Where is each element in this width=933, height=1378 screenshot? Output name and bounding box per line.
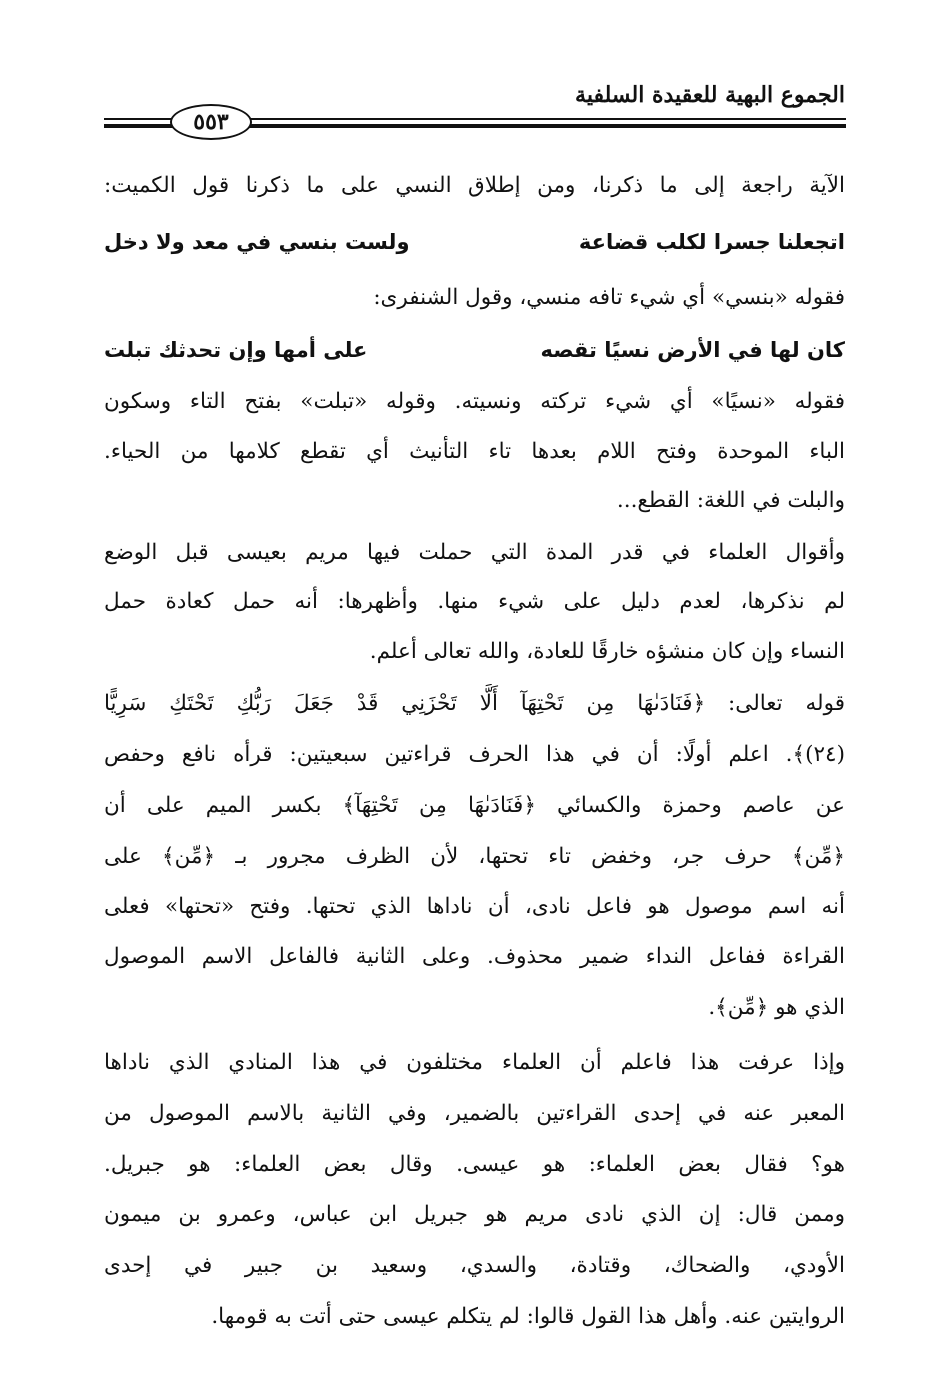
text-line: قوله تعالى: ﴿فَنَادَىٰهَا مِن تَحْتِهَآ أَلَّا تَحْزَنِي قَدْ جَعَلَ رَبُّكِ تَحْتَكِ سَرِيًّا — [104, 691, 845, 716]
text-line: وأقوال العلماء في قدر المدة التي حملت فيها مريم بعيسى قبل الوضع — [104, 540, 845, 565]
text-line: المعبر عنه في إحدى القراءتين بالضمير، وفي الثانية بالاسم الموصول من — [104, 1101, 845, 1126]
text-line: الآية راجعة إلى ما ذكرنا، ومن إطلاق النسي على ما ذكرنا قول الكميت: — [104, 173, 845, 198]
text-line: وممن قال: إن الذي نادى مريم هو جبريل ابن عباس، وعمرو بن ميمون — [104, 1202, 845, 1227]
text-line: والبلت في اللغة: القطع... — [616, 488, 845, 513]
poem-hemistich-first: اتجعلنا جسرا لكلب قضاعة — [578, 230, 845, 254]
text-line: (٢٤)﴾. اعلم أولًا: أن في هذا الحرف قراءتين سبعيتين: قرأه نافع وحفص — [104, 742, 845, 767]
text-line: أنه اسم موصول هو فاعل نادى، أن ناداها الذي تحتها. وفتح «تحتها» فعلى — [104, 894, 845, 919]
text-line: الباء الموحدة وفتح اللام بعدها تاء التأنيث أي تقطع كلامها من الحياء. — [104, 439, 845, 464]
text-line: الذي هو ﴿مِّن﴾. — [708, 995, 845, 1020]
text-line: القراءة ففاعل النداء ضمير محذوف. وعلى الثانية فالفاعل الاسم الموصول — [104, 944, 845, 969]
running-title: الجموع البهية للعقيدة السلفية — [575, 82, 845, 108]
text-line: النساء وإن كان منشؤه خارقًا للعادة، والله تعالى أعلم. — [369, 639, 845, 664]
text-line: عن عاصم وحمزة والكسائي ﴿فَنَادَىٰهَا مِن تَحْتِهَآ﴾ بكسر الميم على أن — [104, 793, 845, 818]
text-line: لم نذكرها، لعدم دليل على شيء منها. وأظهرها: أنه حمل كعادة حمل — [104, 589, 845, 614]
text-line: الأودي، والضحاك، وقتادة، والسدي، وسعيد بن جبير في إحدى — [104, 1253, 845, 1278]
text-line: الروايتين عنه. وأهل هذا القول قالوا: لم يتكلم عيسى حتى أتت به قومها. — [211, 1304, 845, 1329]
text-line: هو؟ فقال بعض العلماء: هو عيسى. وقال بعض العلماء: هو جبريل. — [104, 1152, 845, 1177]
poem-verse — [104, 330, 845, 370]
poem-hemistich-second: ولست بنسي في معد ولا دخل — [104, 230, 410, 254]
text-line: فقوله «بنسي» أي شيء تافه منسي، وقول الشنفرى: — [373, 285, 845, 310]
text-line: ﴿مِّن﴾ حرف جر، وخفض تاء تحتها، لأن الظرف مجرور بـ ﴿مِّن﴾ على — [104, 844, 845, 869]
page-number: ٥٥٣ — [170, 104, 252, 140]
text-line: فقوله «نسيًا» أي شيء تركته ونسيته. وقوله «تبلت» بفتح التاء وسكون — [104, 389, 845, 414]
poem-verse — [104, 222, 845, 262]
poem-hemistich-first: كان لها في الأرض نسيًا تقصه — [540, 338, 845, 362]
poem-hemistich-second: على أمها وإن تحدثك تبلت — [104, 338, 368, 362]
text-line: وإذا عرفت هذا فاعلم أن العلماء مختلفون في هذا المنادي الذي ناداها — [104, 1050, 845, 1075]
